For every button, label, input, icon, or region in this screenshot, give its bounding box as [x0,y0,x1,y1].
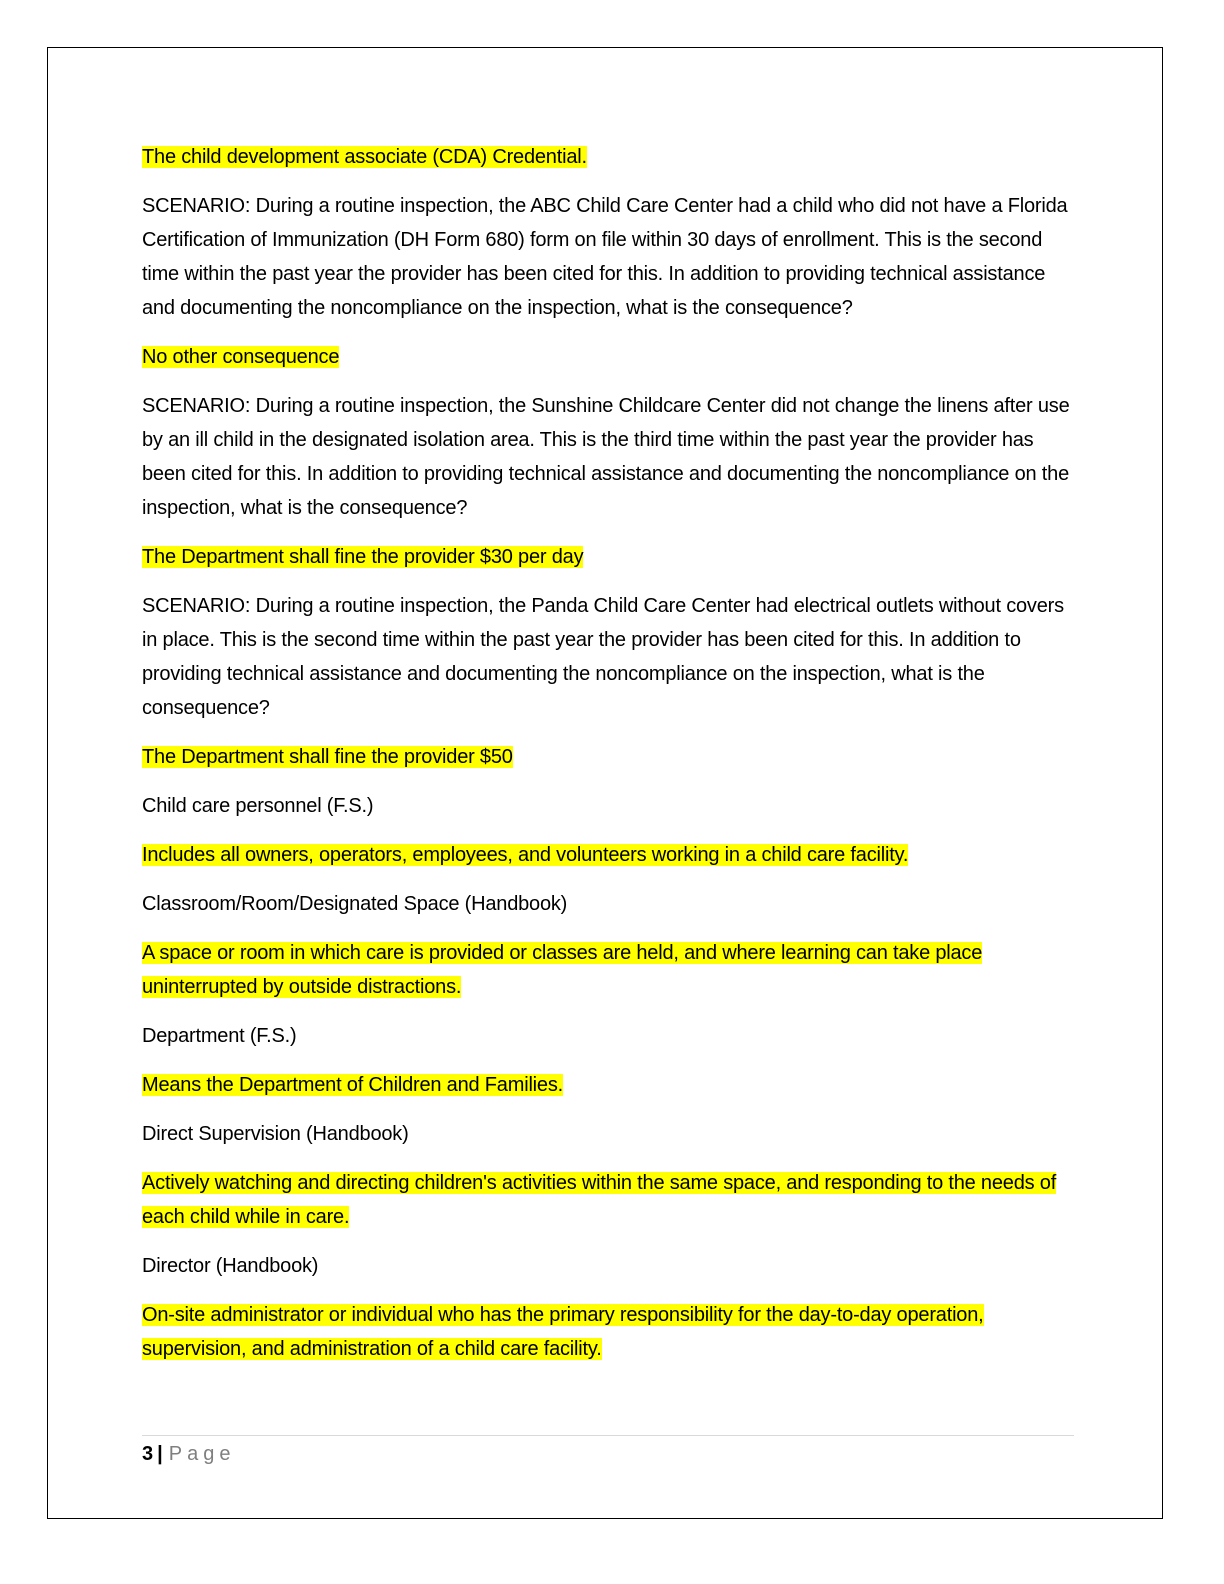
paragraph [142,389,1077,525]
paragraph-text: SCENARIO: During a routine inspection, the Panda Child Care Center had electrical outlets without covers in place. This is the second time within the past year the provider has been cited for this. In addition to providing technical assistance and documenting the noncompliance on the inspection, what is the consequence? [142,595,1064,719]
paragraph [142,1298,1077,1366]
paragraph [142,887,1077,921]
paragraph [142,589,1077,725]
paragraph-text: SCENARIO: During a routine inspection, the ABC Child Care Center had a child who did not have a Florida Certification of Immunization (DH Form 680) form on file within 30 days of enrollment. This is the second time within the past year the provider has been cited for this. In addition to providing technical assistance and documenting the noncompliance on the inspection, what is the consequence? [142,195,1068,319]
paragraph [142,540,1077,574]
paragraph [142,936,1077,1004]
paragraph-text: Includes all owners, operators, employees, and volunteers working in a child care facility. [142,844,909,866]
paragraph [142,189,1077,325]
paragraph-text: Actively watching and directing children's activities within the same space, and responding to the needs of each child while in care. [142,1172,1057,1228]
paragraph [142,1068,1077,1102]
paragraph-text: The child development associate (CDA) Credential. [142,146,587,168]
paragraph [142,340,1077,374]
paragraph [142,1249,1077,1283]
paragraph-text: The Department shall fine the provider $30 per day [142,546,584,568]
paragraph-text: Department (F.S.) [142,1025,297,1047]
paragraph [142,789,1077,823]
paragraph-text: On-site administrator or individual who has the primary responsibility for the day-to-day operation, supervision, and administration of a child care facility. [142,1304,984,1360]
paragraph [142,1166,1077,1234]
paragraph [142,838,1077,872]
page-footer [142,1440,235,1468]
paragraph-text: Direct Supervision (Handbook) [142,1123,409,1145]
paragraph-text: The Department shall fine the provider $50 [142,746,513,768]
paragraph-text: Means the Department of Children and Families. [142,1074,564,1096]
paragraph [142,1117,1077,1151]
paragraph [142,1019,1077,1053]
paragraph-text: Classroom/Room/Designated Space (Handbook) [142,893,568,915]
page-label: Page [168,1443,236,1465]
page-number: 3 [142,1443,154,1465]
paragraph [142,140,1077,174]
paragraph-text: No other consequence [142,346,340,368]
footer-separator: | [157,1443,163,1465]
paragraph-text: SCENARIO: During a routine inspection, the Sunshine Childcare Center did not change the linens after use by an ill child in the designated isolation area. This is the third time within the past year the provider has been cited for this. In addition to providing technical assistance and documenting the noncompliance on the inspection, what is the consequence? [142,395,1070,519]
paragraph-text: Child care personnel (F.S.) [142,795,374,817]
paragraph [142,740,1077,774]
document-body [142,140,1077,1381]
footer-divider [142,1435,1074,1436]
paragraph-text: Director (Handbook) [142,1255,319,1277]
paragraph-text: A space or room in which care is provided or classes are held, and where learning can take place uninterrupted by outside distractions. [142,942,983,998]
